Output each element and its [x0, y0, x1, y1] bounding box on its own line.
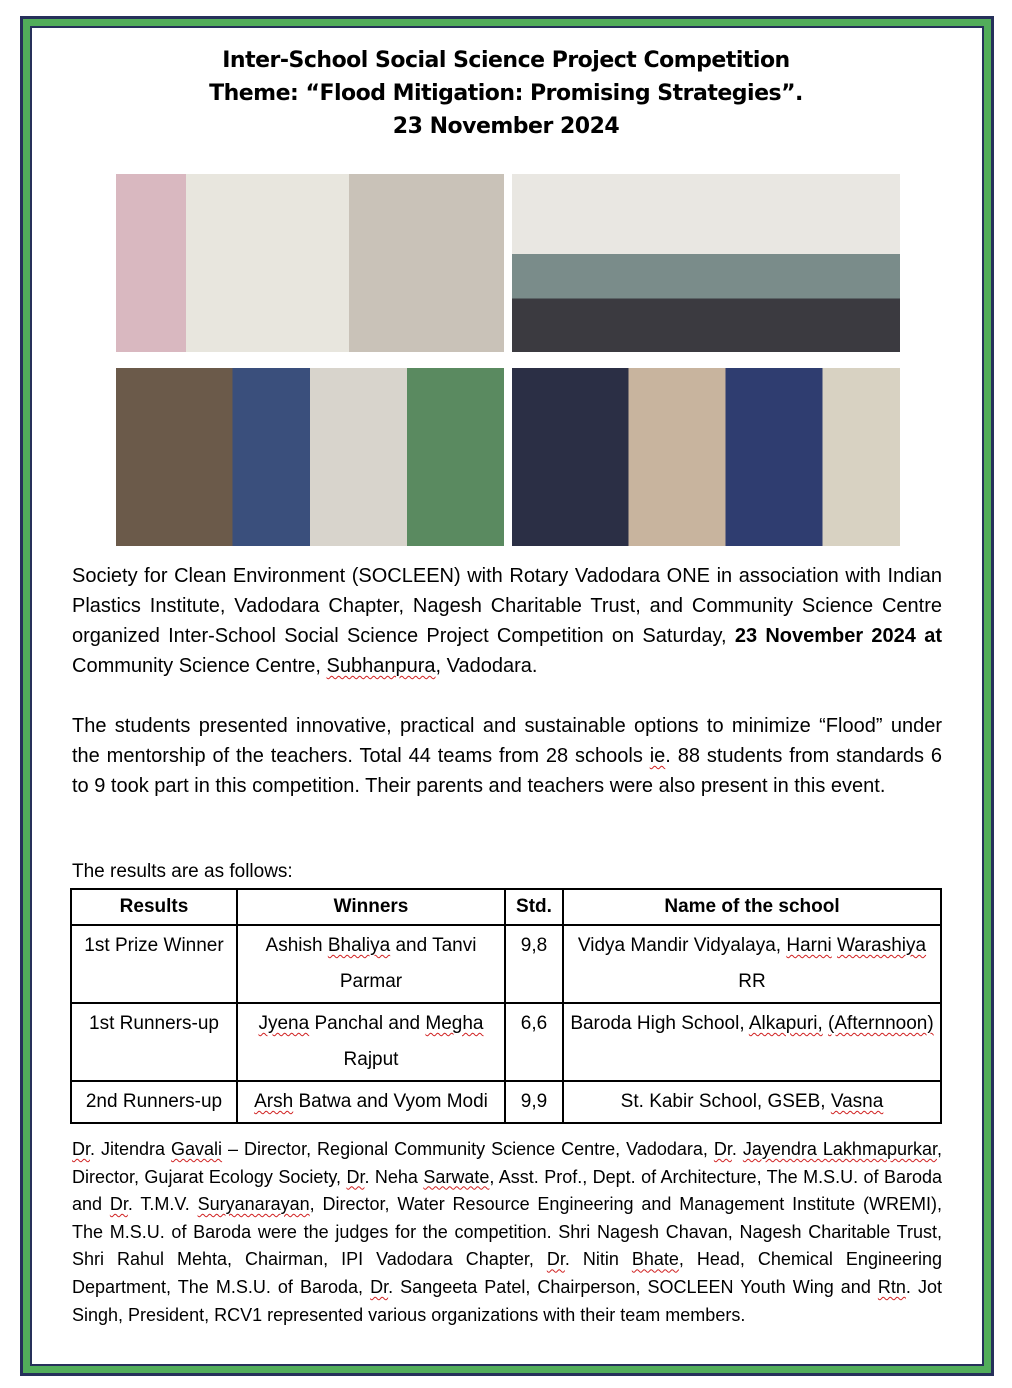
text-segment: , Head, Chemical Engineering Department, The M.S.U. of Baroda, — [72, 1249, 942, 1297]
text-segment: The results are as follows: — [72, 861, 293, 882]
table-row — [71, 925, 941, 1003]
text-segment: . T.M.V. — [127, 1194, 198, 1215]
students-paragraph — [72, 711, 942, 801]
table-row — [71, 1081, 941, 1123]
misspelled-word: Gavali — [171, 1139, 223, 1159]
text-segment: . Neha — [364, 1166, 424, 1187]
misspelled-word: Dr — [370, 1276, 389, 1297]
results-intro — [72, 857, 942, 887]
winners-cell: Ashish Bhaliya and Tanvi Parmar — [237, 925, 505, 1003]
misspelled-word: Sarwate — [423, 1166, 490, 1187]
text-segment: 23 November 2024 at — [734, 625, 942, 647]
text-segment: Society for Clean Environment (SOCLEEN) with Rotary Vadodara ONE in association with Indian Plastics Institute, Vadodara Chapter, Nagesh Charitable Trust, and Community Science Centre organized Inter-School Social Science Project Competition on Saturday, — [72, 565, 942, 647]
misspelled-word: Dr — [713, 1139, 732, 1159]
misspelled-word: Dr — [546, 1249, 565, 1270]
winners-cell: Arsh Batwa and Vyom Modi — [237, 1081, 505, 1123]
misspelled-word: Megha — [425, 1013, 484, 1034]
event-photo-2 — [512, 174, 900, 352]
school-cell: St. Kabir School, GSEB, Vasna — [563, 1081, 941, 1123]
text-segment: The students presented innovative, practical and sustainable options to minimize “Flood” under the mentorship of the teachers. Total 44 teams from 28 schools — [72, 715, 942, 767]
text-segment: , Director, Gujarat Ecology Society, — [72, 1139, 942, 1187]
header-school: Name of the school — [563, 889, 941, 925]
misspelled-word: Suryanarayan — [197, 1194, 310, 1215]
misspelled-word: ie — [649, 745, 666, 767]
text-segment: . Jitendra — [90, 1139, 172, 1159]
school-cell: Baroda High School, Alkapuri, (Afternnoon) — [563, 1003, 941, 1081]
text-segment: , Asst. Prof., Dept. of Architecture, The M.S.U. of Baroda and — [72, 1166, 942, 1215]
misspelled-word: Rtn — [877, 1276, 906, 1297]
misspelled-word: Subhanpura — [326, 655, 436, 677]
misspelled-word: Bhaliya — [327, 935, 391, 956]
results-table — [70, 888, 942, 1124]
result-cell: 2nd Runners-up — [71, 1081, 237, 1123]
misspelled-word: Alkapuri, — [748, 1013, 823, 1034]
std-cell: 9,8 — [505, 925, 563, 1003]
text-segment: . Jot Singh, President, RCV1 represented various organizations with their team members. — [72, 1276, 942, 1325]
misspelled-word: Dr — [346, 1166, 365, 1187]
event-photo-4 — [512, 368, 900, 546]
misspelled-word: (Afternnoon) — [828, 1013, 934, 1034]
std-cell: 6,6 — [505, 1003, 563, 1081]
misspelled-word: Harni — [786, 935, 832, 956]
std-cell: 9,9 — [505, 1081, 563, 1123]
event-photo-1 — [116, 174, 504, 352]
text-segment: . 88 students from standards 6 to 9 took part in this competition. Their parents and teachers were also present in this event. — [72, 745, 942, 797]
misspelled-word: Bhate — [631, 1249, 679, 1270]
school-cell: Vidya Mandir Vidyalaya, Harni Warashiya RR — [563, 925, 941, 1003]
closing-paragraph — [72, 1136, 942, 1329]
header-results: Results — [71, 889, 237, 925]
table-header-row — [71, 889, 941, 925]
misspelled-word: Dr — [72, 1139, 90, 1159]
date-line: 23 November 2024 — [392, 114, 620, 139]
text-segment: , Vadodara. — [435, 655, 538, 677]
result-cell: 1st Runners-up — [71, 1003, 237, 1081]
header-winners: Winners — [237, 889, 505, 925]
text-segment: – Director, Regional Community Science Centre, Vadodara, — [222, 1139, 714, 1159]
misspelled-word: Jayendra Lakhmapurkar — [742, 1139, 937, 1159]
text-segment: , Director, Water Resource Engineering and Management Institute (WREMI), The M.S.U. of Baroda were the judges for the competition. Shri Nagesh Chavan, Nagesh Charitable Trust, Shri Rahul Mehta, Chairman, IPI Vadodara Chapter, — [72, 1194, 942, 1270]
text-segment: . Sangeeta Patel, Chairperson, SOCLEEN Youth Wing and — [388, 1276, 878, 1297]
result-cell: 1st Prize Winner — [71, 925, 237, 1003]
misspelled-word: Dr — [109, 1194, 128, 1215]
misspelled-word: Warashiya — [837, 935, 927, 956]
header-std: Std. — [505, 889, 563, 925]
title-line: Inter-School Social Science Project Competition — [222, 48, 790, 73]
text-segment: . Nitin — [564, 1249, 632, 1270]
misspelled-word: Arsh — [254, 1091, 294, 1112]
theme-line: Theme: “Flood Mitigation: Promising Strategies”. — [209, 81, 803, 106]
misspelled-word: Vasna — [830, 1091, 884, 1112]
text-segment: Community Science Centre, — [72, 655, 327, 677]
winners-cell: Jyena Panchal and Megha Rajput — [237, 1003, 505, 1081]
document-title — [0, 44, 1012, 143]
intro-paragraph — [72, 561, 942, 681]
text-segment: . — [731, 1139, 743, 1159]
table-row — [71, 1003, 941, 1081]
misspelled-word: Jyena — [258, 1013, 310, 1034]
event-photo-3 — [116, 368, 504, 546]
